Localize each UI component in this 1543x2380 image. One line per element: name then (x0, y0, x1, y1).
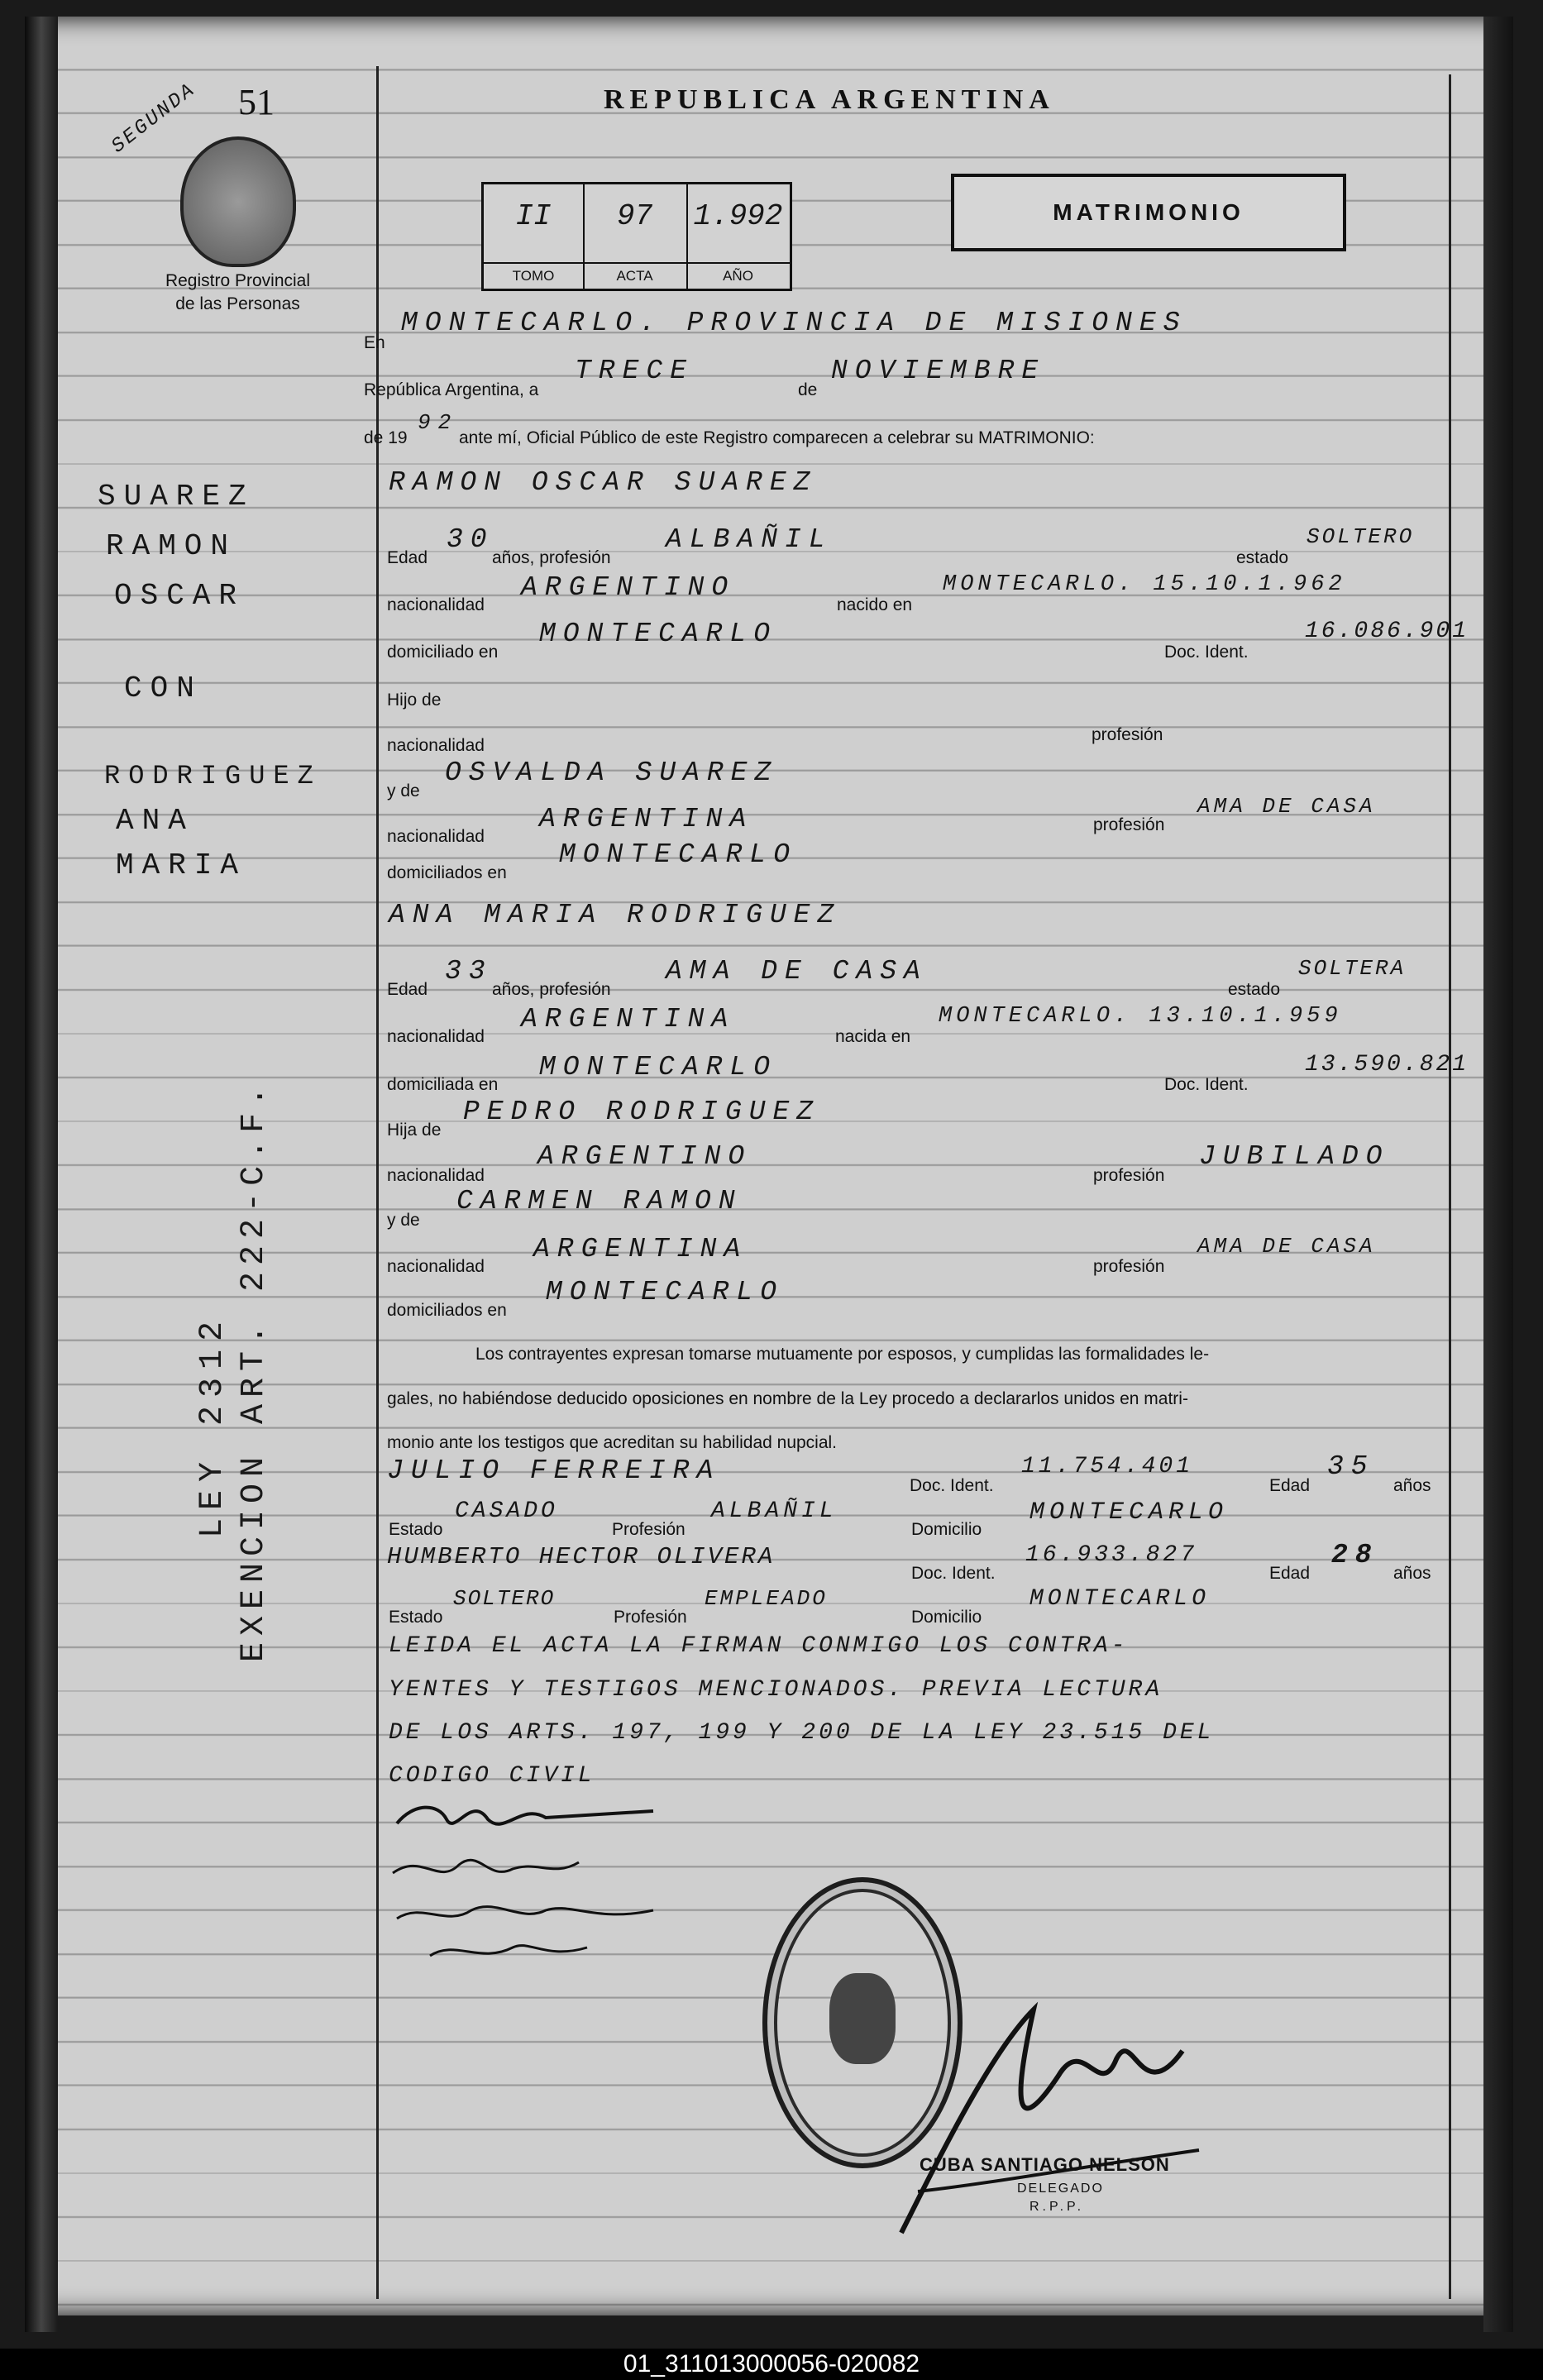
label-ante: ante mí, Oficial Público de este Registro comparecen a celebrar su MATRIMONIO: (459, 428, 1095, 447)
margin-rule (376, 66, 379, 2299)
groom-age: 30 (447, 524, 494, 555)
label-domicilio: Domicilio (911, 1608, 982, 1627)
label-en: En (364, 333, 385, 352)
tomo-cell (484, 184, 585, 289)
bride-mother-profession: AMA DE CASA (1197, 1234, 1376, 1259)
acta-value: 97 (616, 199, 653, 233)
witness1-domicile: MONTECARLO (1029, 1498, 1229, 1527)
page-note: SEGUNDA (107, 78, 201, 159)
registry-line-2: de las Personas (175, 294, 300, 313)
year-value: 92 (418, 410, 459, 435)
label-profesion: profesión (1092, 725, 1163, 744)
label-nacionalidad: nacionalidad (387, 827, 485, 846)
label-nacido-en: nacido en (837, 595, 913, 614)
label-y-de: y de (387, 781, 420, 801)
label-profesion: Profesión (614, 1608, 687, 1627)
bride-status: SOLTERA (1298, 956, 1407, 981)
closing-line-3: DE LOS ARTS. 197, 199 Y 200 DE LA LEY 23.515 DEL (389, 1720, 1215, 1746)
anio-value: 1.992 (693, 199, 783, 233)
witness1-doc: 11.754.401 (1021, 1454, 1194, 1479)
groom-birth: MONTECARLO. 15.10.1.962 (943, 572, 1346, 597)
witness1-profession: ALBAÑIL (711, 1498, 838, 1524)
anio-label: AÑO (686, 262, 790, 289)
label-estado: Estado (389, 1608, 443, 1627)
label-hija-de: Hija de (387, 1121, 442, 1140)
exemption-stamp: EXENCION ART. 222-C.F. (236, 1079, 273, 1662)
label-de: de (798, 380, 818, 399)
label-edad: Edad (387, 980, 428, 999)
closing-line-4: CODIGO CIVIL (389, 1763, 595, 1789)
label-nacionalidad: nacionalidad (387, 595, 485, 614)
label-domiciliados-en: domiciliados en (387, 1301, 507, 1320)
margin-bride-name-1: ANA (116, 804, 194, 838)
witness1-age: 35 (1327, 1451, 1375, 1482)
label-domiciliado-en: domiciliado en (387, 643, 499, 662)
body-line-3: monio ante los testigos que acreditan su habilidad nupcial. (387, 1433, 838, 1452)
acta-cell (583, 184, 688, 289)
book-binding (25, 17, 58, 2332)
label-hijo-de: Hijo de (387, 691, 442, 710)
label-anos: años (1393, 1476, 1431, 1495)
body-line-1: Los contrayentes expresan tomarse mutuamente por esposos, y cumplidas las formalidades le- (475, 1345, 1210, 1364)
closing-line-2: YENTES Y TESTIGOS MENCIONADOS. PREVIA LECTURA (389, 1677, 1163, 1703)
bride-domicile: MONTECARLO (539, 1052, 778, 1082)
bride-father: PEDRO RODRIGUEZ (463, 1097, 821, 1127)
label-anos: años (1393, 1564, 1431, 1583)
groom-name: RAMON OSCAR SUAREZ (389, 467, 818, 498)
page-number: 51 (238, 82, 275, 122)
label-estado: estado (1236, 548, 1289, 567)
groom-mother: OSVALDA SUAREZ (445, 757, 779, 788)
tomo-label: TOMO (484, 262, 583, 289)
margin-name-1: RAMON (106, 529, 237, 563)
label-profesion: Profesión (612, 1520, 686, 1539)
groom-profession: ALBAÑIL (666, 524, 833, 555)
label-profesion: profesión (1093, 815, 1165, 834)
officer-name: CUBA SANTIAGO NELSON (920, 2154, 1170, 2175)
label-doc-ident: Doc. Ident. (1164, 1075, 1249, 1094)
margin-name-2: OSCAR (114, 579, 246, 613)
label-domiciliados-en: domiciliados en (387, 863, 507, 882)
officer-title: DELEGADO (1017, 2182, 1104, 2196)
groom-nationality: ARGENTINO (521, 572, 736, 603)
label-republica: República Argentina, a (364, 380, 539, 399)
label-nacionalidad: nacionalidad (387, 1257, 485, 1276)
officer-signature-icon (868, 1985, 1216, 2258)
signatures-icon (380, 1786, 728, 1976)
page-edge (1483, 17, 1513, 2332)
label-anos-profesion: años, profesión (492, 548, 611, 567)
bride-name: ANA MARIA RODRIGUEZ (389, 900, 842, 930)
record-box (481, 182, 792, 291)
anio-cell (686, 184, 790, 289)
label-profesion: profesión (1093, 1166, 1165, 1185)
acta-label: ACTA (583, 262, 686, 289)
officer-office: R.P.P. (1029, 2200, 1085, 2214)
witness2-domicile: MONTECARLO (1029, 1586, 1211, 1612)
groom-status: SOLTERO (1307, 524, 1415, 549)
label-domiciliada-en: domiciliada en (387, 1075, 499, 1094)
label-doc-ident: Doc. Ident. (910, 1476, 994, 1495)
groom-parents-domicile: MONTECARLO (559, 839, 798, 870)
witness2-profession: EMPLEADO (705, 1586, 828, 1611)
margin-con: CON (124, 671, 203, 705)
month-value: NOVIEMBRE (831, 356, 1046, 386)
image-id-bar: 01_311013000056-020082 (0, 2349, 1543, 2380)
groom-mother-nationality: ARGENTINA (539, 804, 754, 834)
tomo-value: II (515, 199, 552, 233)
bride-profession: AMA DE CASA (666, 956, 928, 987)
witness1-name: JULIO FERREIRA (387, 1455, 721, 1486)
record-type-box: MATRIMONIO (951, 174, 1346, 251)
closing-line-1: LEIDA EL ACTA LA FIRMAN CONMIGO LOS CONTRA- (389, 1633, 1129, 1659)
province-seal-icon (180, 136, 296, 267)
bride-father-profession: JUBILADO (1199, 1141, 1390, 1172)
country-title: REPUBLICA ARGENTINA (604, 84, 1055, 115)
label-nacionalidad: nacionalidad (387, 736, 485, 755)
law-stamp: LEY 2312 (194, 1312, 232, 1538)
place-value: MONTECARLO. PROVINCIA DE MISIONES (401, 308, 1187, 338)
register-page (25, 17, 1513, 2315)
bride-father-nationality: ARGENTINO (537, 1141, 752, 1172)
bride-birth: MONTECARLO. 13.10.1.959 (939, 1004, 1342, 1029)
body-line-2: gales, no habiéndose deducido oposiciones en nombre de la Ley procedo a declararlos unidos en matri- (387, 1389, 1188, 1408)
label-nacionalidad: nacionalidad (387, 1166, 485, 1185)
label-de-19: de 19 (364, 428, 408, 447)
witness1-status: CASADO (455, 1498, 558, 1524)
label-doc-ident: Doc. Ident. (1164, 643, 1249, 662)
label-edad: Edad (1269, 1564, 1311, 1583)
witness2-status: SOLTERO (453, 1586, 556, 1611)
bride-mother-nationality: ARGENTINA (533, 1234, 748, 1264)
bride-parents-domicile: MONTECARLO (546, 1277, 785, 1307)
groom-mother-profession: AMA DE CASA (1197, 794, 1376, 819)
bride-doc: 13.590.821 (1305, 1052, 1469, 1078)
label-nacionalidad: nacionalidad (387, 1027, 485, 1046)
witness2-name: HUMBERTO HECTOR OLIVERA (387, 1543, 776, 1570)
label-doc-ident: Doc. Ident. (911, 1564, 996, 1583)
groom-domicile: MONTECARLO (539, 619, 778, 649)
label-estado: estado (1228, 980, 1281, 999)
bride-mother: CARMEN RAMON (456, 1186, 743, 1216)
registry-name (157, 270, 318, 316)
witness2-doc: 16.933.827 (1025, 1542, 1198, 1568)
margin-bride-name-2: MARIA (116, 848, 247, 882)
label-domicilio: Domicilio (911, 1520, 982, 1539)
bride-nationality: ARGENTINA (521, 1004, 736, 1035)
registry-line-1: Registro Provincial (165, 271, 311, 290)
bride-age: 33 (445, 956, 493, 987)
label-y-de: y de (387, 1211, 420, 1230)
groom-doc: 16.086.901 (1305, 619, 1469, 644)
label-anos-profesion: años, profesión (492, 980, 611, 999)
day-value: TRECE (575, 356, 695, 386)
label-estado: Estado (389, 1520, 443, 1539)
margin-bride-surname: RODRIGUEZ (104, 761, 322, 791)
witness2-age: 28 (1331, 1540, 1379, 1570)
label-edad: Edad (1269, 1476, 1311, 1495)
label-profesion: profesión (1093, 1257, 1165, 1276)
right-rule (1449, 74, 1451, 2299)
margin-surname: SUAREZ (98, 480, 255, 514)
label-nacida-en: nacida en (835, 1027, 911, 1046)
label-edad: Edad (387, 548, 428, 567)
